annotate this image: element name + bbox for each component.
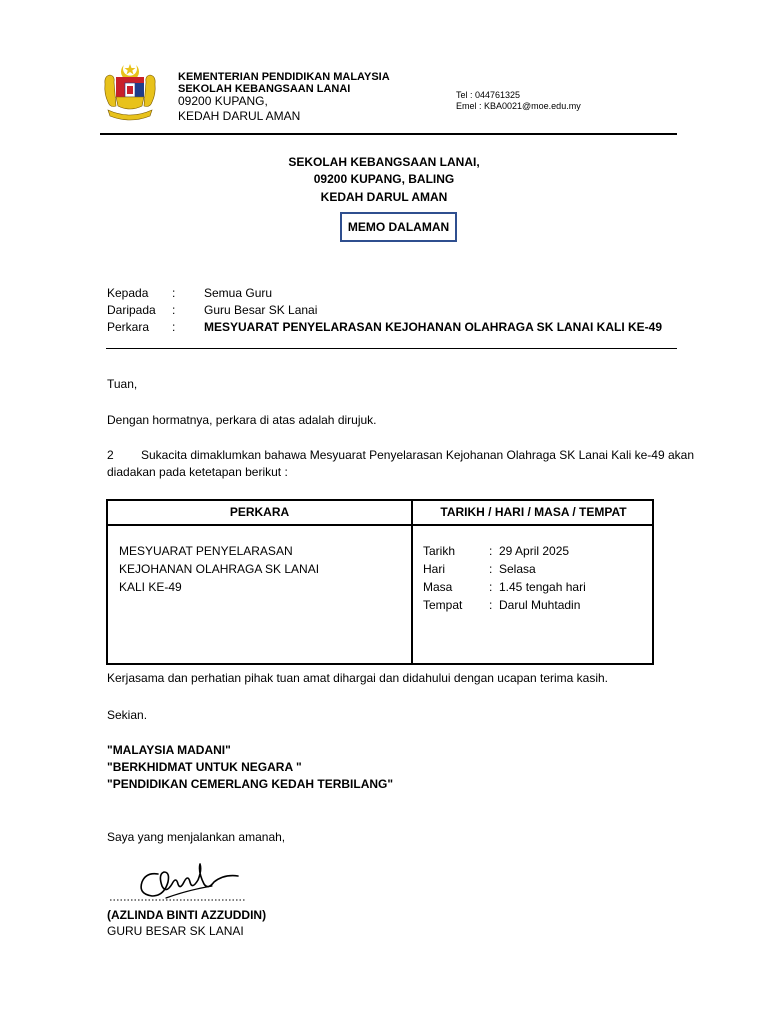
memo-label: MEMO DALAMAN (347, 220, 450, 234)
schedule-label-time: Masa (423, 580, 453, 594)
schedule-row (423, 562, 536, 576)
address-line-1: 09200 KUPANG, (178, 94, 268, 108)
subject-colon: : (172, 320, 176, 334)
school-name: SEKOLAH KEBANGSAAN LANAI (178, 83, 351, 95)
meeting-details-table (106, 499, 654, 665)
email: Emel : KBA0021@moe.edu.my (456, 101, 581, 111)
paragraph-2-line-1: Sukacita dimaklumkan bahawa Mesyuarat Penyelarasan Kejohanan Olahraga SK Lanai Kali ke-49 akan (141, 448, 695, 462)
schedule-row (423, 580, 586, 594)
title-line-2: 09200 KUPANG, BALING (313, 172, 455, 186)
motto-2: "BERKHIDMAT UNTUK NEGARA " (107, 760, 302, 774)
intro-paragraph: Dengan hormatnya, perkara di atas adalah dirujuk. (107, 413, 377, 427)
thanks-paragraph: Kerjasama dan perhatian pihak tuan amat dihargai dan didahului dengan ucapan terima kasih. (107, 671, 609, 685)
schedule-value-day: Selasa (499, 562, 536, 576)
subject-label: Perkara (107, 320, 150, 334)
schedule-colon: : (489, 562, 493, 576)
schedule-row (423, 544, 569, 558)
table-header-perkara: PERKARA (229, 505, 290, 519)
signature-icon (108, 860, 248, 904)
paragraph-number: 2 (107, 448, 114, 462)
from-value: Guru Besar SK Lanai (204, 303, 318, 317)
table-item-line-1: MESYUARAT PENYELARASAN (119, 544, 293, 558)
schedule-row (423, 598, 580, 612)
schedule-value-place: Darul Muhtadin (499, 598, 581, 612)
schedule-label-place: Tempat (423, 598, 463, 612)
schedule-colon: : (489, 544, 493, 558)
subject-value: MESYUARAT PENYELARASAN KEJOHANAN OLAHRAGA SK LANAI KALI KE-49 (204, 320, 663, 334)
motto-1: "MALAYSIA MADANI" (107, 743, 231, 757)
header-divider (100, 133, 677, 135)
to-value: Semua Guru (204, 286, 273, 300)
salutation: Tuan, (107, 377, 138, 391)
to-label: Kepada (107, 286, 149, 300)
telephone: Tel : 044761325 (456, 90, 521, 100)
table-item-line-2: KEJOHANAN OLAHRAGA SK LANAI (119, 562, 320, 576)
meta-divider (106, 348, 677, 349)
schedule-label-date: Tarikh (423, 544, 456, 558)
table-header-schedule: TARIKH / HARI / MASA / TEMPAT (440, 505, 627, 519)
schedule-value-date: 29 April 2025 (499, 544, 570, 558)
motto-3: "PENDIDIKAN CEMERLANG KEDAH TERBILANG" (107, 777, 394, 791)
schedule-value-time: 1.45 tengah hari (499, 580, 586, 594)
schedule-colon: : (489, 580, 493, 594)
title-line-3: KEDAH DARUL AMAN (320, 190, 448, 204)
amanah-line: Saya yang menjalankan amanah, (107, 830, 286, 844)
ministry-name: KEMENTERIAN PENDIDIKAN MALAYSIA (178, 71, 390, 83)
from-colon: : (172, 303, 176, 317)
schedule-colon: : (489, 598, 493, 612)
address-line-2: KEDAH DARUL AMAN (178, 109, 301, 123)
from-label: Daripada (107, 303, 156, 317)
sekian: Sekian. (107, 708, 148, 722)
memo-label-box (340, 212, 457, 242)
signatory-name: (AZLINDA BINTI AZZUDDIN) (107, 908, 267, 922)
paragraph-2-line-2: diadakan pada ketetapan berikut : (107, 465, 288, 479)
to-colon: : (172, 286, 176, 300)
malaysia-crest-icon (102, 62, 158, 124)
schedule-label-day: Hari (423, 562, 446, 576)
table-item-line-3: KALI KE-49 (119, 580, 182, 594)
signatory-title: GURU BESAR SK LANAI (107, 924, 244, 938)
table-header-divider (108, 524, 652, 526)
title-line-1: SEKOLAH KEBANGSAAN LANAI, (288, 155, 480, 169)
